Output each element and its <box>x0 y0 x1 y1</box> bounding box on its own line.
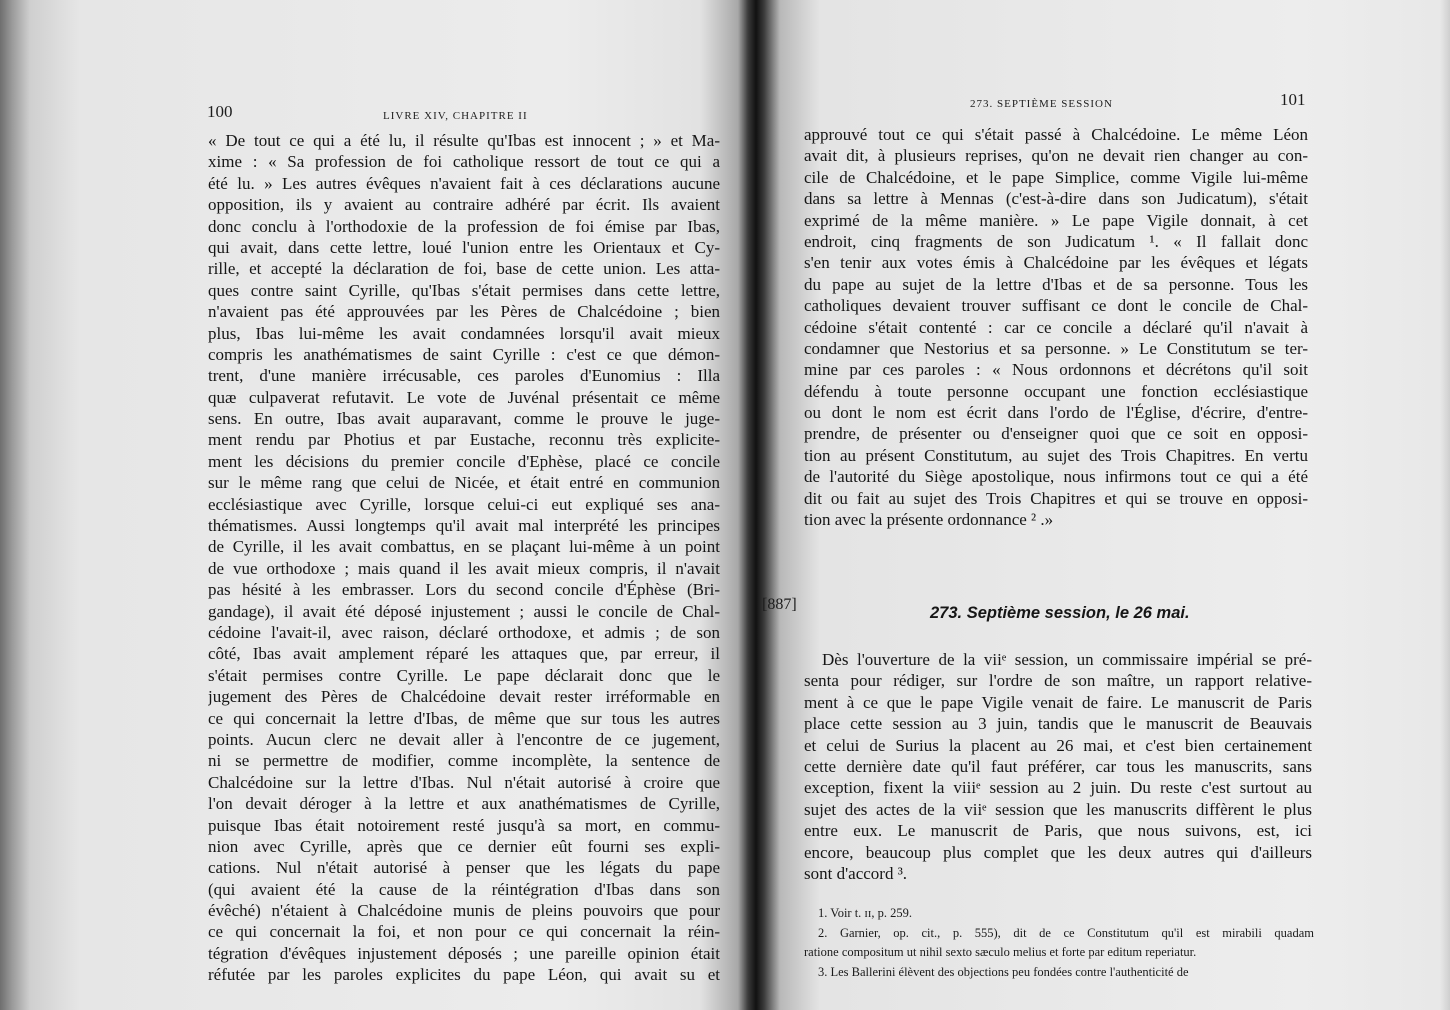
text-line: n'avaient pas été approuvées par les Pères de Chalcédoine ; bien <box>208 302 720 322</box>
text-line: cédoine l'avait-il, avec raison, déclaré orthodoxe, et admis ; de son <box>208 622 720 642</box>
section-marker: [887] <box>762 596 797 613</box>
text-line: jugement des Pères de Chalcédoine devait rester irréformable en <box>208 687 720 707</box>
footnote-line: 3. Les Ballerini élèvent des objections peu fondées contre l'authenticité de <box>818 964 1189 979</box>
left-page-number: 100 <box>207 102 233 121</box>
text-line: du pape au sujet de la lettre d'Ibas et de sa personne. Tous les <box>804 274 1308 294</box>
text-line: senta pour rédiger, sur l'ordre de son maître, un rapport relative- <box>804 671 1312 691</box>
text-line: tégration d'évêques injustement déposés ; une pareille opinion était <box>208 943 720 963</box>
text-line: réfutée par les paroles explicites du pape Léon, qui avait su et <box>208 965 720 985</box>
text-line: xime : « Sa profession de foi catholique ressort de tout ce qui a <box>208 152 720 172</box>
text-line: de Cyrille, il les avait combattus, en se plaçant lui-même à un point <box>208 537 720 557</box>
text-line: « De tout ce qui a été lu, il résulte qu'Ibas est innocent ; » et Ma- <box>208 131 720 150</box>
text-line: qui avait, dans cette lettre, loué l'union entre les Orientaux et Cy- <box>208 237 720 257</box>
text-line: trent, d'une manière irrécusable, ces paroles d'Eunomius : Illa <box>208 366 720 386</box>
left-body-text <box>208 130 720 986</box>
text-line: endroit, cinq fragments de son Judicatum ¹. « Il fallait donc <box>804 231 1308 251</box>
text-line: ce qui concernait la foi, et non pour ce qui concernait la réin- <box>208 922 720 942</box>
text-line: cédoine s'était contenté : car ce concile a déclaré qu'il n'avait à <box>804 317 1308 337</box>
text-line: cile de Chalcédoine, et le pape Simplice, comme Vigile lui-même <box>804 167 1308 187</box>
text-line: exception, fixent la viiiᵉ session au 2 juin. Du reste c'est surtout au <box>804 778 1312 798</box>
text-line: ou dont le nom est écrit dans l'ordo de l'Église, d'écrire, d'entre- <box>804 403 1308 423</box>
text-line: sens. En outre, Ibas avait auparavant, comme le prouve le juge- <box>208 409 720 429</box>
text-line: défendu à toute personne occupant une fonction ecclésiastique <box>804 381 1308 401</box>
text-line: sur le même rang que celui de Nicée, et était entré en communion <box>208 473 720 493</box>
text-line: s'était permises contre Cyrille. Le pape déclarait donc que le <box>208 665 720 685</box>
text-line: opposition, ils y avaient au contraire adhéré par écrit. Ils avaient <box>208 195 720 215</box>
text-line: compris les anathématismes de saint Cyrille : c'est ce que démon- <box>208 344 720 364</box>
text-line: sujet des actes de la viiᵉ session que les manuscrits diffèrent le plus <box>804 799 1312 819</box>
text-line: de l'autorité du Siège apostolique, nous infirmons tout ce qui a été <box>804 467 1308 487</box>
text-line: pas hésité à les embrasser. Lors du second concile d'Éphèse (Bri- <box>208 580 720 600</box>
right-running-head: 273. SEPTIÈME SESSION <box>970 98 1113 110</box>
text-line: entre eux. Le manuscrit de Paris, que nous suivons, est, ici <box>804 821 1312 841</box>
text-line: encore, beaucoup plus complet que les deux autres qui d'ailleurs <box>804 842 1312 862</box>
text-line: thématismes. Aussi longtemps qu'il avait mal interprété les principes <box>208 516 720 536</box>
text-line: ment rendu par Photius et par Eustache, reconnu très explicite- <box>208 430 720 450</box>
text-line: mine par ces paroles : « Nous ordonnons et décrétons qu'il soit <box>804 360 1308 380</box>
text-line: dans sa lettre à Mennas (c'est-à-dire dans son Judicatum), s'était <box>804 189 1308 209</box>
text-line: nion avec Cyrille, après que ce dernier eût fourni ses expli- <box>208 836 720 856</box>
left-running-head: LIVRE XIV, CHAPITRE II <box>383 110 528 122</box>
text-line: ecclésiastique avec Cyrille, lorsque celui-ci eut expliqué ses ana- <box>208 494 720 514</box>
footnote-line: 2. Garnier, op. cit., p. 555), dit de ce Constitutum qu'il est mirabili quadam <box>818 925 1314 940</box>
text-line: et celui de Surius la placent au 26 mai, et c'est bien certainement <box>804 735 1312 755</box>
text-line: ment les décisions du premier concile d'Ephèse, placé ce concile <box>208 451 720 471</box>
text-line: s'en tenir aux votes émis à Chalcédoine par les évêques et légats <box>804 253 1308 273</box>
text-line: donc conclu à l'orthodoxie de la profession de foi émise par Ibas, <box>208 216 720 236</box>
footnotes <box>804 904 1314 982</box>
text-line: dit ou fait au sujet des Trois Chapitres et qui se trouve en opposi- <box>804 488 1308 508</box>
footnote-line: 1. Voir t. ɪɪ, p. 259. <box>818 906 912 920</box>
text-line: évêché) n'étaient à Chalcédoine munis de pleins pouvoirs que pour <box>208 901 720 921</box>
text-line: ce qui concernait la lettre d'Ibas, de même que sur tous les autres <box>208 708 720 728</box>
text-line: place cette session au 3 juin, tandis que le manuscrit de Beauvais <box>804 714 1312 734</box>
text-line: exprimé de la même manière. » Le pape Vigile donnait, à cet <box>804 210 1308 230</box>
text-line: prendre, de présenter ou d'enseigner quoi que ce soit en opposi- <box>804 424 1308 444</box>
text-line: condamner que Nestorius et sa personne. » Le Constitutum se ter- <box>804 338 1308 358</box>
text-line: (qui avaient été la cause de la réintégration d'Ibas dans son <box>208 879 720 899</box>
text-line: l'on devait déroger à la lettre et aux anathématismes de Cyrille, <box>208 794 720 814</box>
text-line: sont d'accord ³. <box>804 863 908 883</box>
text-line: approuvé tout ce qui s'était passé à Chalcédoine. Le même Léon <box>804 125 1308 144</box>
footnote-line: ratione compositum ut nihil sexto sæculo melius et forte par editum reperiatur. <box>804 945 1197 959</box>
text-line: cations. Nul n'était autorisé à penser que les légats du pape <box>208 858 720 878</box>
text-line: ques contre saint Cyrille, qu'Ibas s'était permises dans cette lettre, <box>208 280 720 300</box>
text-line: Chalcédoine sur la lettre d'Ibas. Nul n'était autorisé à croire que <box>208 772 720 792</box>
right-page-number: 101 <box>1280 90 1306 109</box>
section-heading: 273. Septième session, le 26 mai. <box>930 604 1190 622</box>
section-body-text <box>804 649 1312 884</box>
text-line: puisque Ibas était notoirement resté jusqu'à sa mort, en commu- <box>208 815 720 835</box>
text-line: cette dernière date qu'il faut préférer, car tous les manuscrits, sans <box>804 756 1312 776</box>
text-line: de vue orthodoxe ; mais quand il les avait mieux compris, il n'avait <box>208 558 720 578</box>
text-line: tion avec la présente ordonnance ² .» <box>804 510 1054 530</box>
text-line: été lu. » Les autres évêques n'avaient fait à ces déclarations aucune <box>208 173 720 193</box>
text-line: ni se permettre de modifier, comme incomplète, la sentence de <box>208 751 720 771</box>
text-line: rille, et accepté la déclaration de foi, base de cette union. Les atta- <box>208 259 720 279</box>
right-body-text <box>804 124 1308 530</box>
text-line: Dès l'ouverture de la viiᵉ session, un commissaire impérial se pré- <box>822 650 1312 669</box>
text-line: avait dit, à plusieurs reprises, qu'on ne devait rien changer au con- <box>804 146 1308 166</box>
text-line: ment à ce que le pape Vigile venait de faire. Le manuscrit de Paris <box>804 692 1312 712</box>
text-line: gandage), il avait été déposé injustement ; aussi le concile de Chal- <box>208 601 720 621</box>
text-line: catholiques devaient trouver suffisant ce dont le concile de Chal- <box>804 296 1308 316</box>
text-line: côté, Ibas avait amplement réparé les attaques que, par erreur, il <box>208 644 720 664</box>
text-line: points. Aucun clerc ne devait aller à l'encontre de ce jugement, <box>208 729 720 749</box>
text-line: tion au présent Constitutum, au sujet des Trois Chapitres. En vertu <box>804 445 1308 465</box>
text-line: plus, Ibas lui-même les avait condamnées lorsqu'il avait mieux <box>208 323 720 343</box>
text-line: quæ culpaverat refutavit. Le vote de Juvénal présentait ce même <box>208 387 720 407</box>
